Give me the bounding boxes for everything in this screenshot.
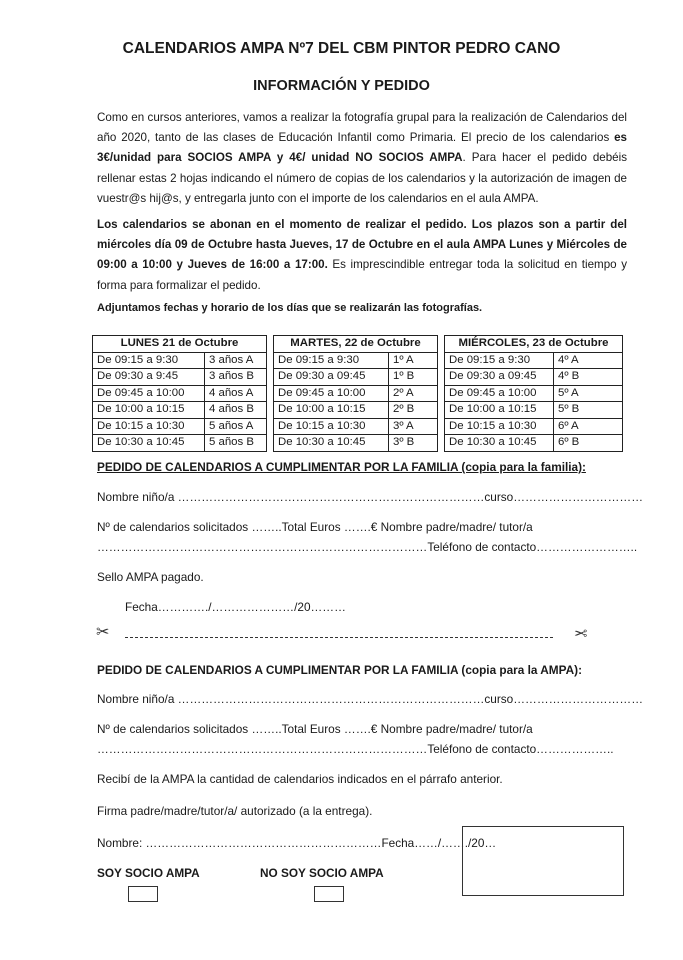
monday-class-cell: 4 años A (205, 385, 267, 402)
no-socio-label: NO SOY SOCIO AMPA (260, 866, 384, 880)
tuesday-time-cell: De 09:30 a 09:45 (274, 369, 389, 386)
socio-checkbox[interactable] (128, 886, 158, 902)
schedule-header-row (93, 336, 623, 353)
day-header-tuesday: MARTES, 22 de Octubre (274, 336, 438, 353)
schedule-row (93, 402, 623, 419)
family-phone-line: …………………………………………………………………………Teléfono de contacto…………………….. (97, 540, 638, 554)
wednesday-class-cell: 6º B (554, 435, 623, 452)
tuesday-class-cell: 1º B (389, 369, 438, 386)
schedule-row (93, 369, 623, 386)
tuesday-time-cell: De 09:15 a 9:30 (274, 352, 389, 369)
document-title: CALENDARIOS AMPA Nº7 DEL CBM PINTOR PEDRO CANO (122, 40, 561, 57)
intro-paragraph-3: Adjuntamos fechas y horario de los días que se realizarán las fotografías. (97, 302, 483, 314)
wednesday-class-cell: 5º A (554, 385, 623, 402)
monday-time-cell: De 09:45 a 10:00 (93, 385, 205, 402)
ampa-received-text: Recibí de la AMPA la cantidad de calendarios indicados en el párrafo anterior. (97, 772, 503, 786)
wednesday-class-cell: 6º A (554, 418, 623, 435)
tuesday-class-cell: 3º A (389, 418, 438, 435)
ampa-signature-text: Firma padre/madre/tutor/a/ autorizado (a la entrega). (97, 804, 373, 818)
monday-time-cell: De 10:15 a 10:30 (93, 418, 205, 435)
family-date-line: Fecha…………./…………………/20……… (125, 600, 346, 614)
tuesday-time-cell: De 10:15 a 10:30 (274, 418, 389, 435)
schedule-table (92, 335, 623, 452)
schedule-row (93, 352, 623, 369)
monday-time-cell: De 09:15 a 9:30 (93, 352, 205, 369)
socio-label: SOY SOCIO AMPA (97, 866, 200, 880)
monday-class-cell: 3 años A (205, 352, 267, 369)
ampa-calendars-line: Nº de calendarios solicitados ……..Total Euros …….€ Nombre padre/madre/ tutor/a (97, 722, 533, 736)
schedule-row (93, 435, 623, 452)
intro-paragraph-1: Como en cursos anteriores, vamos a realizar la fotografía grupal para la realización de Calendarios del año 2020, tanto de las clases de Educación Infantil como Primaria. El precio de los calendarios es 3€/unidad para SOCIOS AMPA y 4€/ unidad NO SOCIOS AMPA. Para hacer el pedido debéis rellenar estas 2 hojas indicando el número de copias de los calendarios y la autorización de imagen de vuestr@s hij@s, y entregarla junto con el importe de los calendarios en el aula AMPA. (97, 111, 628, 205)
wednesday-time-cell: De 10:30 a 10:45 (445, 435, 554, 452)
ampa-child-name-line: Nombre niño/a ……………………………………………………………………curso…………………………… (97, 692, 643, 706)
wednesday-class-cell: 4º B (554, 369, 623, 386)
tuesday-class-cell: 3º B (389, 435, 438, 452)
wednesday-class-cell: 5º B (554, 402, 623, 419)
wednesday-class-cell: 4º A (554, 352, 623, 369)
cut-line (125, 637, 553, 638)
monday-class-cell: 4 años B (205, 402, 267, 419)
family-copy-heading: PEDIDO DE CALENDARIOS A CUMPLIMENTAR POR LA FAMILIA (copia para la familia): (97, 460, 586, 474)
no-socio-checkbox[interactable] (314, 886, 344, 902)
wednesday-time-cell: De 09:45 a 10:00 (445, 385, 554, 402)
wednesday-time-cell: De 10:00 a 10:15 (445, 402, 554, 419)
family-stamp-label: Sello AMPA pagado. (97, 570, 204, 584)
family-calendars-line: Nº de calendarios solicitados ……..Total Euros …….€ Nombre padre/madre/ tutor/a (97, 520, 533, 534)
tuesday-time-cell: De 09:45 a 10:00 (274, 385, 389, 402)
scissors-left-icon: ✂ (96, 624, 110, 641)
schedule-row (93, 418, 623, 435)
ampa-name-date-line: Nombre: ……………………………………………………Fecha……/……./20… (97, 836, 497, 850)
tuesday-class-cell: 2º A (389, 385, 438, 402)
ampa-copy-heading: PEDIDO DE CALENDARIOS A CUMPLIMENTAR POR LA FAMILIA (copia para la AMPA): (97, 663, 582, 677)
wednesday-time-cell: De 09:15 a 9:30 (445, 352, 554, 369)
ampa-phone-line: …………………………………………………………………………Teléfono de contacto……………….. (97, 742, 614, 756)
document-subtitle: INFORMACIÓN Y PEDIDO (253, 78, 430, 94)
wednesday-time-cell: De 09:30 a 09:45 (445, 369, 554, 386)
monday-class-cell: 5 años B (205, 435, 267, 452)
monday-time-cell: De 09:30 a 9:45 (93, 369, 205, 386)
monday-class-cell: 3 años B (205, 369, 267, 386)
monday-time-cell: De 10:30 a 10:45 (93, 435, 205, 452)
monday-class-cell: 5 años A (205, 418, 267, 435)
tuesday-time-cell: De 10:30 a 10:45 (274, 435, 389, 452)
day-header-monday: LUNES 21 de Octubre (93, 336, 267, 353)
tuesday-class-cell: 1º A (389, 352, 438, 369)
tuesday-time-cell: De 10:00 a 10:15 (274, 402, 389, 419)
schedule-row (93, 385, 623, 402)
day-header-wednesday: MIÉRCOLES, 23 de Octubre (445, 336, 623, 353)
scissors-right-icon: ✂ (574, 626, 588, 643)
monday-time-cell: De 10:00 a 10:15 (93, 402, 205, 419)
signature-box[interactable] (462, 826, 624, 896)
intro-paragraph-2: Los calendarios se abonan en el momento de realizar el pedido. Los plazos son a partir del miércoles día 09 de Octubre hasta Jueves, 17 de Octubre en el aula AMPA Lunes y Miércoles de 09:00 a 10:00 y Jueves de 16:00 a 17:00. Es imprescindible entregar toda la solicitud en tiempo y forma para formalizar el pedido. (97, 218, 627, 292)
family-child-name-line: Nombre niño/a ……………………………………………………………………curso…………………………… (97, 490, 643, 504)
wednesday-time-cell: De 10:15 a 10:30 (445, 418, 554, 435)
tuesday-class-cell: 2º B (389, 402, 438, 419)
